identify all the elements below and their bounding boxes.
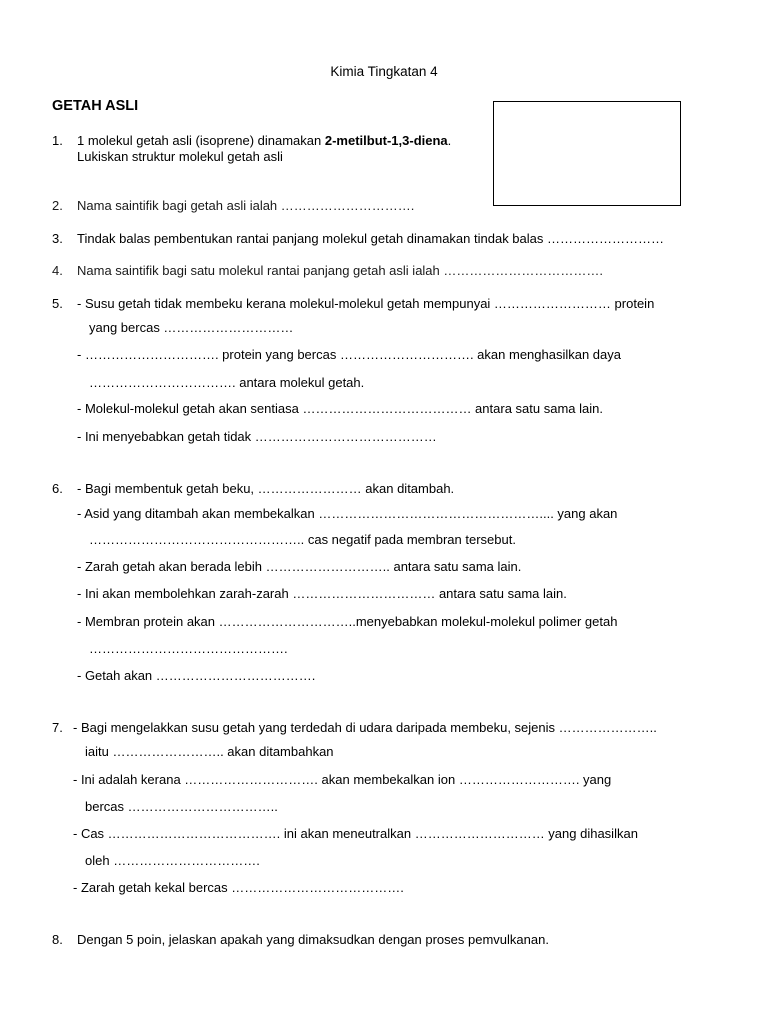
q6-line: - Zarah getah akan berada lebih ……………………….. antara satu sama lain. — [77, 559, 522, 574]
q6-line: - Ini akan membolehkan zarah-zarah …………………………… antara satu sama lain. — [77, 586, 567, 601]
q4-number: 4. — [52, 263, 63, 278]
page-title: Kimia Tingkatan 4 — [330, 64, 438, 79]
q7-number: 7. — [52, 720, 63, 735]
q5-line: - Ini menyebabkan getah tidak …………………………………… — [77, 429, 437, 444]
q6-line: ………………………………………….. cas negatif pada membran tersebut. — [89, 532, 516, 547]
q1-number: 1. — [52, 133, 63, 148]
drawing-box[interactable] — [493, 101, 681, 206]
q5-line: - …………………………. protein yang bercas …………………………. akan menghasilkan daya — [77, 347, 622, 362]
q5-number: 5. — [52, 296, 63, 311]
q1-text-post: . — [447, 133, 452, 148]
q8-text: Dengan 5 poin, jelaskan apakah yang dimaksudkan dengan proses pemvulkanan. — [77, 932, 549, 947]
q6-line: - Membran protein akan …………………………..menyebabkan molekul-molekul polimer getah — [77, 614, 618, 629]
q7-line: iaitu …………………….. akan ditambahkan — [85, 744, 334, 759]
q7-line: bercas …………………………….. — [85, 799, 278, 814]
q1-text-pre: 1 molekul getah asli (isoprene) dinamakan — [77, 133, 325, 148]
q7-line: oleh ……………………………. — [85, 853, 260, 868]
q7-line: - Zarah getah kekal bercas …………………………………. — [73, 880, 404, 895]
q3-text: Tindak balas pembentukan rantai panjang molekul getah dinamakan tindak balas ……………………… — [77, 231, 664, 246]
q1-line1 — [77, 133, 451, 149]
q7-line: - Bagi mengelakkan susu getah yang terdedah di udara daripada membeku, sejenis ………………….. — [73, 720, 657, 735]
section-heading: GETAH ASLI — [52, 98, 139, 114]
q3-number: 3. — [52, 231, 63, 246]
q4-text: Nama saintifik bagi satu molekul rantai panjang getah asli ialah ………………………………. — [77, 263, 603, 278]
q2-text: Nama saintifik bagi getah asli ialah …………………………. — [77, 198, 415, 213]
q7-line: - Ini adalah kerana …………………………. akan membekalkan ion ………………………. yang — [73, 772, 612, 787]
q5-line: ……………………………. antara molekul getah. — [89, 375, 365, 390]
q6-line: - Asid yang ditambah akan membekalkan …………………………………………….... yang akan — [77, 506, 618, 521]
q6-line: - Bagi membentuk getah beku, …………………… akan ditambah. — [77, 481, 455, 496]
q1-line2: Lukiskan struktur molekul getah asli — [77, 149, 283, 164]
q5-line: - Susu getah tidak membeku kerana molekul-molekul getah mempunyai ……………………… protein — [77, 296, 655, 311]
q6-line: ………………………………………. — [89, 641, 288, 656]
q2-number: 2. — [52, 198, 63, 213]
q6-line: - Getah akan ………………………………. — [77, 668, 316, 683]
q5-line: - Molekul-molekul getah akan sentiasa ………………………………… antara satu sama lain. — [77, 401, 603, 416]
q1-bold-term: 2-metilbut-1,3-diena — [324, 133, 448, 148]
q6-number: 6. — [52, 481, 63, 496]
q7-line: - Cas …………………………………. ini akan meneutralkan ………………………… yang dihasilkan — [73, 826, 638, 841]
q8-number: 8. — [52, 932, 63, 947]
q5-line: yang bercas ………………………… — [89, 320, 294, 335]
